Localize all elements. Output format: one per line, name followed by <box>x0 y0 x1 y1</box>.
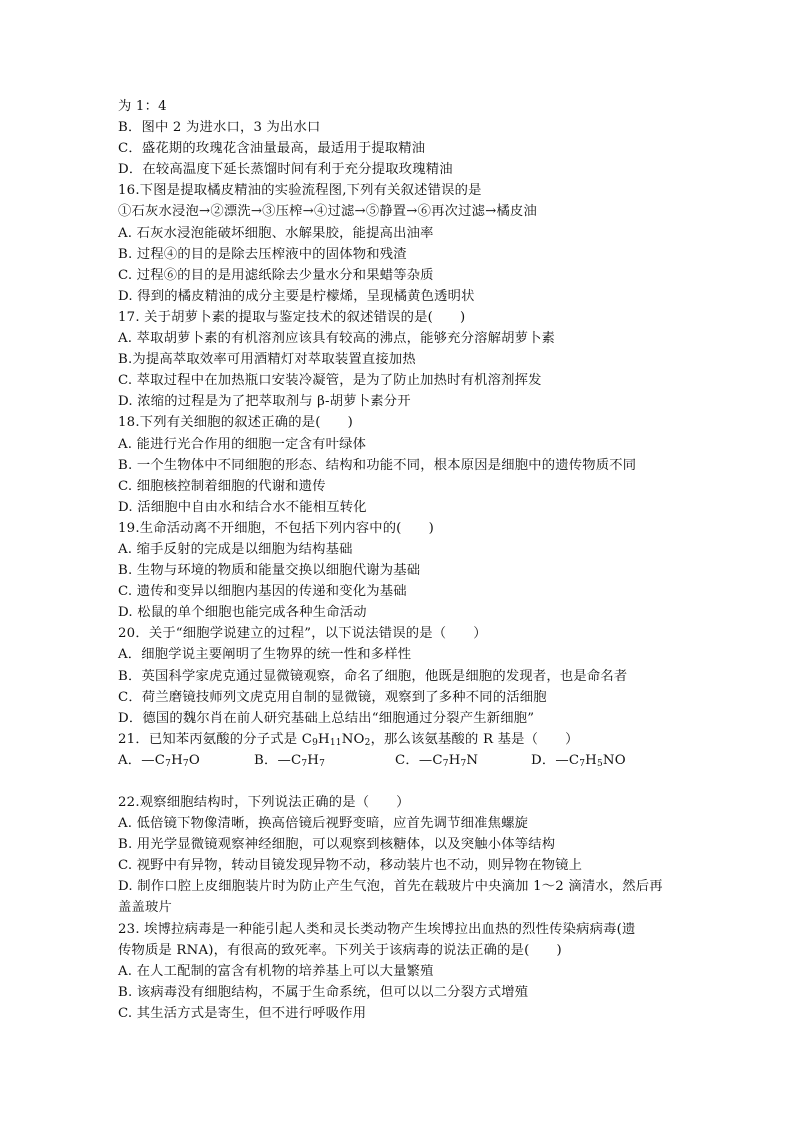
text-line: 16.下图是提取橘皮精油的实验流程图,下列有关叙述错误的是 <box>118 183 482 199</box>
question-block-upper <box>118 96 698 729</box>
text-line: C. 遗传和变异以细胞内基因的传递和变化为基础 <box>118 584 407 600</box>
text-line: C．盛花期的玫瑰花含油量最高，最适用于提取精油 <box>118 141 426 157</box>
text-line: A. 缩手反射的完成是以细胞为结构基础 <box>118 541 353 557</box>
blank-line <box>118 771 698 792</box>
text-line: B．图中 2 为进水口，3 为出水口 <box>118 120 321 136</box>
text-line: 22.观察细胞结构时，下列说法正确的是（ ） <box>118 795 410 810</box>
text-line: D．在较高温度下延长蒸馏时间有利于充分提取玫瑰精油 <box>118 162 453 178</box>
text-line: D. 制作口腔上皮细胞装片时为防止产生气泡，首先在载玻片中央滴加 1～2 滴清水，然后再 <box>118 879 663 895</box>
text-line: A. 在人工配制的富含有机物的培养基上可以大量繁殖 <box>118 963 434 979</box>
text-line: C. 视野中有异物，转动目镜发现异物不动，移动装片也不动，则异物在物镜上 <box>118 858 583 874</box>
text-line: B. 该病毒没有细胞结构，不属于生命系统，但可以以二分裂方式增殖 <box>118 984 529 1000</box>
text-line: B. 一个生物体中不同细胞的形态、结构和功能不同，根本原因是细胞中的遗传物质不同 <box>118 457 637 473</box>
text-line: D. 松鼠的单个细胞也能完成各种生命活动 <box>118 605 367 621</box>
text-line: C. 其生活方式是寄生，但不进行呼吸作用 <box>118 1005 367 1021</box>
text-line: C. 细胞核控制着细胞的代谢和遗传 <box>118 478 326 494</box>
text-line: A. 萃取胡萝卜素的有机溶剂应该具有较高的沸点，能够充分溶解胡萝卜素 <box>118 331 556 347</box>
question-21-stem: 21．已知苯丙氨酸的分子式是 $C_9H_{11}NO_2$，那么该氨基酸的 R 基是（ ） <box>118 731 579 748</box>
question-block-lower <box>118 792 698 1024</box>
text-line: B．英国科学家虎克通过显微镜观察，命名了细胞，他既是细胞的发现者，也是命名者 <box>118 668 628 684</box>
text-line: 18.下列有关细胞的叙述正确的是( ) <box>118 415 353 431</box>
text-line: 传物质是 RNA)，有很高的致死率。下列关于该病毒的说法正确的是( ) <box>118 942 562 958</box>
text-line: 为 1：4 <box>118 99 167 114</box>
text-line: D．德国的魏尔肖在前人研究基础上总结出“细胞通过分裂产生新细胞” <box>118 710 535 726</box>
text-line: C. 萃取过程中在加热瓶口安装冷凝管，是为了防止加热时有机溶剂挥发 <box>118 373 542 389</box>
text-line: 盖盖玻片 <box>118 900 172 916</box>
text-line: 17. 关于胡萝卜素的提取与鉴定技术的叙述错误的是( ) <box>118 309 466 325</box>
option-b: B．$—C_7H_7$ <box>254 752 326 769</box>
option-d: D．$—C_7H_5NO$ <box>531 752 626 769</box>
text-line: 20．关于“细胞学说建立的过程”，以下说法错误的是（ ） <box>118 626 487 642</box>
text-line: A．细胞学说主要阐明了生物界的统一性和多样性 <box>118 647 412 663</box>
text-line: D. 活细胞中自由水和结合水不能相互转化 <box>118 499 367 515</box>
text-line: A. 石灰水浸泡能破坏细胞、水解果胶，能提高出油率 <box>118 225 434 241</box>
text-line: D. 得到的橘皮精油的成分主要是柠檬烯，呈现橘黄色透明状 <box>118 288 475 304</box>
option-a: A．$—C_7H_7O$ <box>118 752 200 769</box>
text-line: C．荷兰磨镜技师列文虎克用自制的显微镜，观察到了多种不同的活细胞 <box>118 689 547 705</box>
exam-page <box>118 96 698 1024</box>
text-line: D. 浓缩的过程是为了把萃取剂与 β-胡萝卜素分开 <box>118 394 411 410</box>
text-line: ①石灰水浸泡→②漂洗→③压榨→④过滤→⑤静置→⑥再次过滤→橘皮油 <box>118 204 537 220</box>
text-line: 23. 埃博拉病毒是一种能引起人类和灵长类动物产生埃博拉出血热的烈性传染病病毒(遗 <box>118 921 636 937</box>
text-line: 19.生命活动离不开细胞，不包括下列内容中的( ) <box>118 520 434 536</box>
text-line: A. 能进行光合作用的细胞一定含有叶绿体 <box>118 436 367 452</box>
text-line: A. 低倍镜下物像清晰，换高倍镜后视野变暗，应首先调节细准焦螺旋 <box>118 816 529 832</box>
text-line: B. 用光学显微镜观察神经细胞，可以观察到核糖体，以及突触小体等结构 <box>118 837 556 853</box>
option-c: C．$—C_7H_7N$ <box>395 752 479 769</box>
text-line: B. 生物与环境的物质和能量交换以细胞代谢为基础 <box>118 563 421 579</box>
text-line: B.为提高萃取效率可用酒精灯对萃取装置直接加热 <box>118 352 416 368</box>
question-21-options <box>118 750 698 771</box>
text-line: B. 过程④的目的是除去压榨液中的固体物和残渣 <box>118 246 407 262</box>
text-line: C. 过程⑥的目的是用滤纸除去少量水分和果蜡等杂质 <box>118 267 434 283</box>
